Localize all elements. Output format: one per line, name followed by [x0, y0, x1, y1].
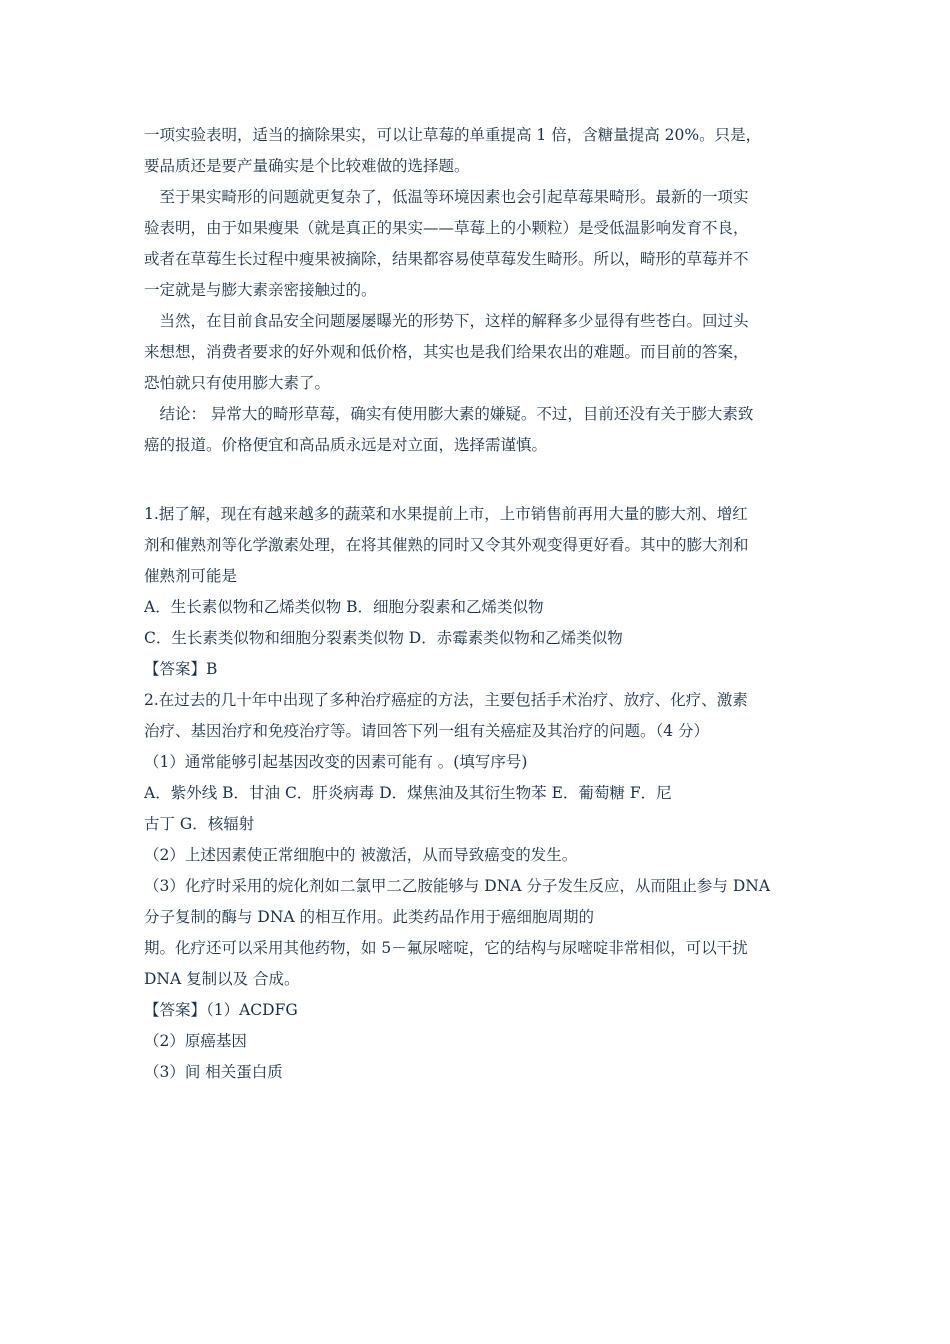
answer-line: 【答案】B [144, 660, 218, 678]
question-option-line: A．紫外线 B．甘油 C．肝炎病毒 D．煤焦油及其衍生物苯 E．葡萄糖 F．尼 [144, 784, 672, 802]
question-option-line: 古丁 G．核辐射 [144, 815, 255, 833]
article-section [144, 120, 808, 461]
question-option-line: A．生长素似物和乙烯类似物 B．细胞分裂素和乙烯类似物 [144, 598, 544, 616]
text-line: 至于果实畸形的问题就更复杂了，低温等环境因素也会引起草莓果畸形。最新的一项实 [144, 188, 749, 206]
text-line: 要品质还是要产量确实是个比较难做的选择题。 [144, 157, 470, 175]
question-text-line: （1）通常能够引起基因改变的因素可能有 。(填写序号) [144, 753, 528, 771]
answer-line: （3）间 相关蛋白质 [144, 1063, 283, 1081]
answer-line: （2）原癌基因 [144, 1032, 247, 1050]
document-body [144, 120, 808, 1088]
answer-line: 【答案】（1）ACDFG [144, 1001, 298, 1019]
question-text-line: 期。化疗还可以采用其他药物，如 5－氟尿嘧啶，它的结构与尿嘧啶非常相似，可以干扰 [144, 939, 748, 957]
text-line: 当然，在目前食品安全问题屡屡曝光的形势下，这样的解释多少显得有些苍白。回过头 [144, 312, 749, 330]
question-1 [144, 499, 808, 685]
question-text-line: 催熟剂可能是 [144, 567, 238, 585]
text-line: 或者在草莓生长过程中瘦果被摘除，结果都容易使草莓发生畸形。所以，畸形的草莓并不 [144, 250, 749, 268]
question-option-line: C．生长素类似物和细胞分裂素类似物 D．赤霉素类似物和乙烯类似物 [144, 629, 623, 647]
text-line: 一项实验表明，适当的摘除果实，可以让草莓的单重提高 1 倍，含糖量提高 20%。只是， [144, 126, 762, 144]
question-text-line: 治疗、基因治疗和免疫治疗等。请回答下列一组有关癌症及其治疗的问题。（4 分） [144, 722, 710, 740]
question-text-line: 2.在过去的几十年中出现了多种治疗癌症的方法，主要包括手术治疗、放疗、化疗、激素 [144, 691, 748, 709]
question-text-line: DNA 复制以及 合成。 [144, 970, 300, 988]
text-line: 恐怕就只有使用膨大素了。 [144, 374, 331, 392]
question-text-line: （2）上述因素使正常细胞中的 被激活，从而导致癌变的发生。 [144, 846, 578, 864]
text-line: 一定就是与膨大素亲密接触过的。 [144, 281, 377, 299]
question-text-line: 1.据了解，现在有越来越多的蔬菜和水果提前上市，上市销售前再用大量的膨大剂、增红 [144, 505, 748, 523]
question-text-line: （3）化疗时采用的烷化剂如二氯甲二乙胺能够与 DNA 分子发生反应，从而阻止参与 DNA [144, 877, 771, 895]
question-text-line: 分子复制的酶与 DNA 的相互作用。此类药品作用于癌细胞周期的 [144, 908, 595, 926]
question-text-line: 剂和催熟剂等化学激素处理，在将其催熟的同时又令其外观变得更好看。其中的膨大剂和 [144, 536, 749, 554]
text-line: 来想想，消费者要求的好外观和低价格，其实也是我们给果农出的难题。而目前的答案， [144, 343, 749, 361]
text-line: 验表明，由于如果瘦果（就是真正的果实——草莓上的小颗粒）是受低温影响发育不良， [144, 219, 749, 237]
text-line: 癌的报道。价格便宜和高品质永远是对立面，选择需谨慎。 [144, 436, 548, 454]
text-line: 结论： 异常大的畸形草莓，确实有使用膨大素的嫌疑。不过，目前还没有关于膨大素致 [144, 405, 754, 423]
question-2 [144, 685, 808, 1088]
section-spacer [144, 461, 808, 499]
